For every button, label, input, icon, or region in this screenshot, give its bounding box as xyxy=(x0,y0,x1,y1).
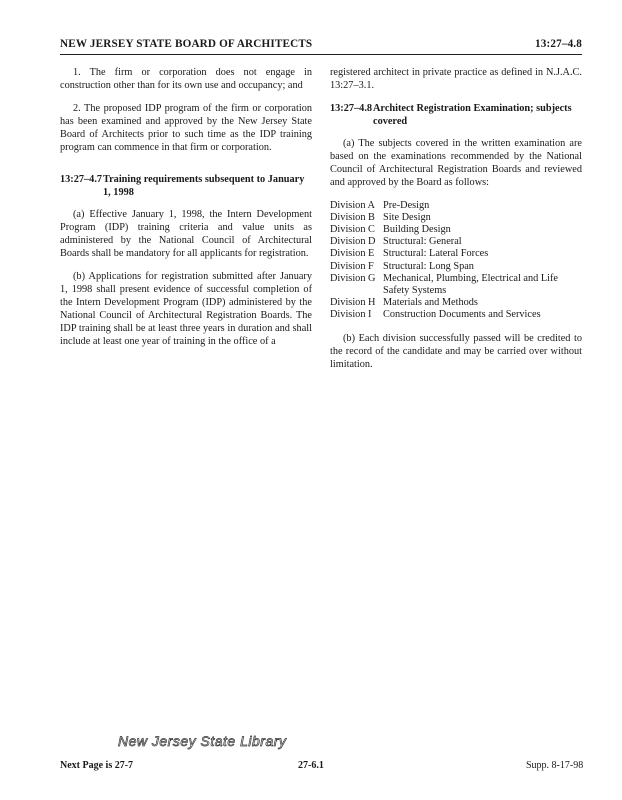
division-subject: Materials and Methods xyxy=(383,297,478,309)
division-row xyxy=(330,248,582,260)
division-name: Division I xyxy=(330,309,372,321)
division-subject: Structural: General xyxy=(383,236,462,248)
division-name: Division D xyxy=(330,236,376,248)
library-stamp: New Jersey State Library xyxy=(118,733,287,749)
division-row xyxy=(330,273,582,297)
division-name: Division G xyxy=(330,272,376,284)
division-row xyxy=(330,297,582,309)
section-number: 13:27–4.8 xyxy=(330,103,373,115)
running-header xyxy=(60,38,582,55)
division-subject: Pre-Design xyxy=(383,199,430,211)
division-subject: Mechanical, Plumbing, Electrical and Life Safety Systems xyxy=(383,272,558,296)
division-row xyxy=(330,236,582,248)
division-name: Division A xyxy=(330,199,375,211)
division-name: Division B xyxy=(330,211,375,223)
paragraph-b: (b) Applications for registration submitted after January 1, 1998 shall present evidence of successful completion of the Intern Development Program (IDP) administered by the National Council of Architectural Registration Boards. The IDP training shall be at least three years in duration and shall include at least one year of training in the office of a xyxy=(60,270,312,348)
division-subject: Structural: Lateral Forces xyxy=(383,248,489,260)
division-row xyxy=(330,212,582,224)
division-row xyxy=(330,224,582,236)
section-heading-4-7 xyxy=(60,173,312,199)
header-section-number: 13:27–4.8 xyxy=(534,38,582,50)
paragraph-item-1: 1. The firm or corporation does not engage in construction other than for its own use and occupancy; and xyxy=(60,67,312,92)
paragraph-continuation: registered architect in private practice as defined in N.J.A.C. 13:27–3.1. xyxy=(330,67,582,92)
section-heading-4-8 xyxy=(330,102,582,128)
division-subject: Building Design xyxy=(383,223,451,235)
right-column xyxy=(330,66,582,381)
footer-supplement-date: Supp. 8-17-98 xyxy=(526,760,584,771)
division-row xyxy=(330,200,582,212)
header-title: NEW JERSEY STATE BOARD OF ARCHITECTS xyxy=(60,38,313,50)
paragraph-a: (a) Effective January 1, 1998, the Intern Development Program (IDP) training criteria and value units as administered by the National Council of Architectural Boards shall be mandatory for all applicants for registration. xyxy=(60,208,312,259)
section-number: 13:27–4.7 xyxy=(60,173,103,185)
division-table xyxy=(330,200,582,322)
footer-page-number: 27-6.1 xyxy=(298,760,324,771)
paragraph-item-2: 2. The proposed IDP program of the firm or corporation has been examined and approved by the New Jersey State Board of Architects prior to such time as the IDP training program can commence in that firm or corporation. xyxy=(60,103,312,154)
division-row xyxy=(330,309,582,321)
footer-next-page: Next Page is 27-7 xyxy=(60,760,134,771)
division-subject: Construction Documents and Services xyxy=(383,309,541,321)
section-title: Training requirements subsequent to January 1, 1998 xyxy=(103,173,305,198)
division-name: Division E xyxy=(330,248,375,260)
paragraph-a: (a) The subjects covered in the written examination are based on the examinations recommended by the National Council of Architectural Registration Boards and reviewed and approved by the Board as follows: xyxy=(330,138,582,189)
division-row xyxy=(330,261,582,273)
paragraph-b: (b) Each division successfully passed will be credited to the record of the candidate and may be carried over without limitation. xyxy=(330,332,582,370)
division-name: Division C xyxy=(330,223,375,235)
left-column xyxy=(60,66,312,359)
section-title: Architect Registration Examination; subjects covered xyxy=(373,103,572,128)
division-subject: Site Design xyxy=(383,211,431,223)
division-subject: Structural: Long Span xyxy=(383,260,474,272)
division-name: Division H xyxy=(330,297,376,309)
division-name: Division F xyxy=(330,260,374,272)
